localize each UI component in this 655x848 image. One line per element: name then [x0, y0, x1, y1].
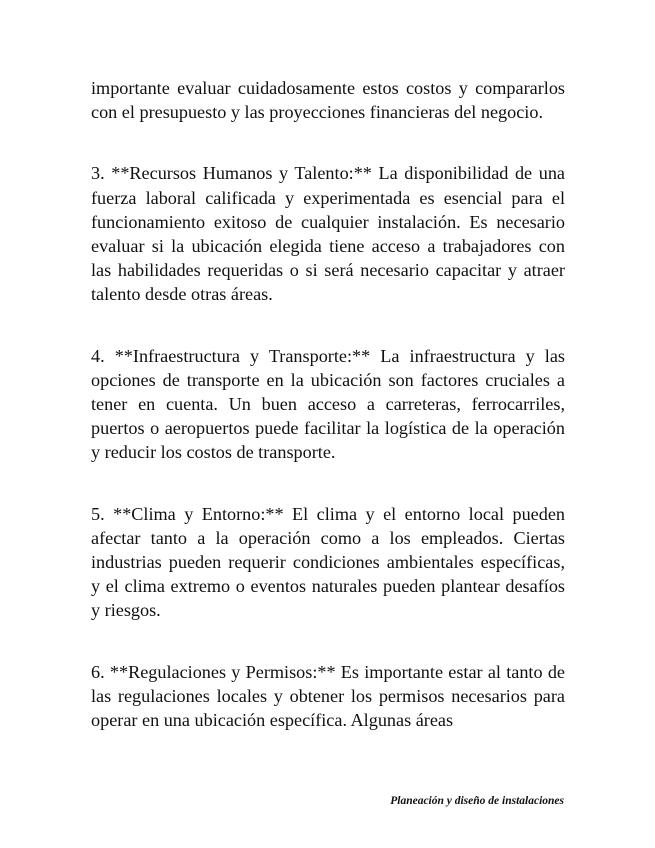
- paragraph-human-resources: 3. **Recursos Humanos y Talento:** La disponibilidad de una fuerza laboral calificada y experimentada es esencial para el funcionamiento exitoso de cualquier instalación. Es necesario evaluar si la ubicación elegida tiene acceso a trabajadores con las habilidades requeridas o si será necesario capacitar y atraer talento desde otras áreas.: [91, 163, 565, 305]
- paragraph-regulations: 6. **Regulaciones y Permisos:** Es importante estar al tanto de las regulaciones locales y obtener los permisos necesarios para operar en una ubicación específica. Algunas áreas: [91, 661, 565, 731]
- paragraph-climate: 5. **Clima y Entorno:** El clima y el entorno local pueden afectar tanto a la operación como a los empleados. Ciertas industrias pueden requerir condiciones ambientales específicas, y el clima extremo o eventos naturales pueden plantear desafíos y riesgos.: [91, 503, 565, 621]
- paragraph-infrastructure: 4. **Infraestructura y Transporte:** La infraestructura y las opciones de transporte en la ubicación son factores cruciales a tener en cuenta. Un buen acceso a carreteras, ferrocarriles, puertos o aeropuertos puede facilitar la logística de la operación y reducir los costos de transporte.: [91, 345, 565, 463]
- page-footer: Planeación y diseño de instalaciones: [390, 795, 564, 807]
- paragraph-cost-evaluation: importante evaluar cuidadosamente estos costos y compararlos con el presupuesto y las proyecciones financieras del negocio.: [91, 78, 565, 123]
- body-text: [91, 76, 565, 732]
